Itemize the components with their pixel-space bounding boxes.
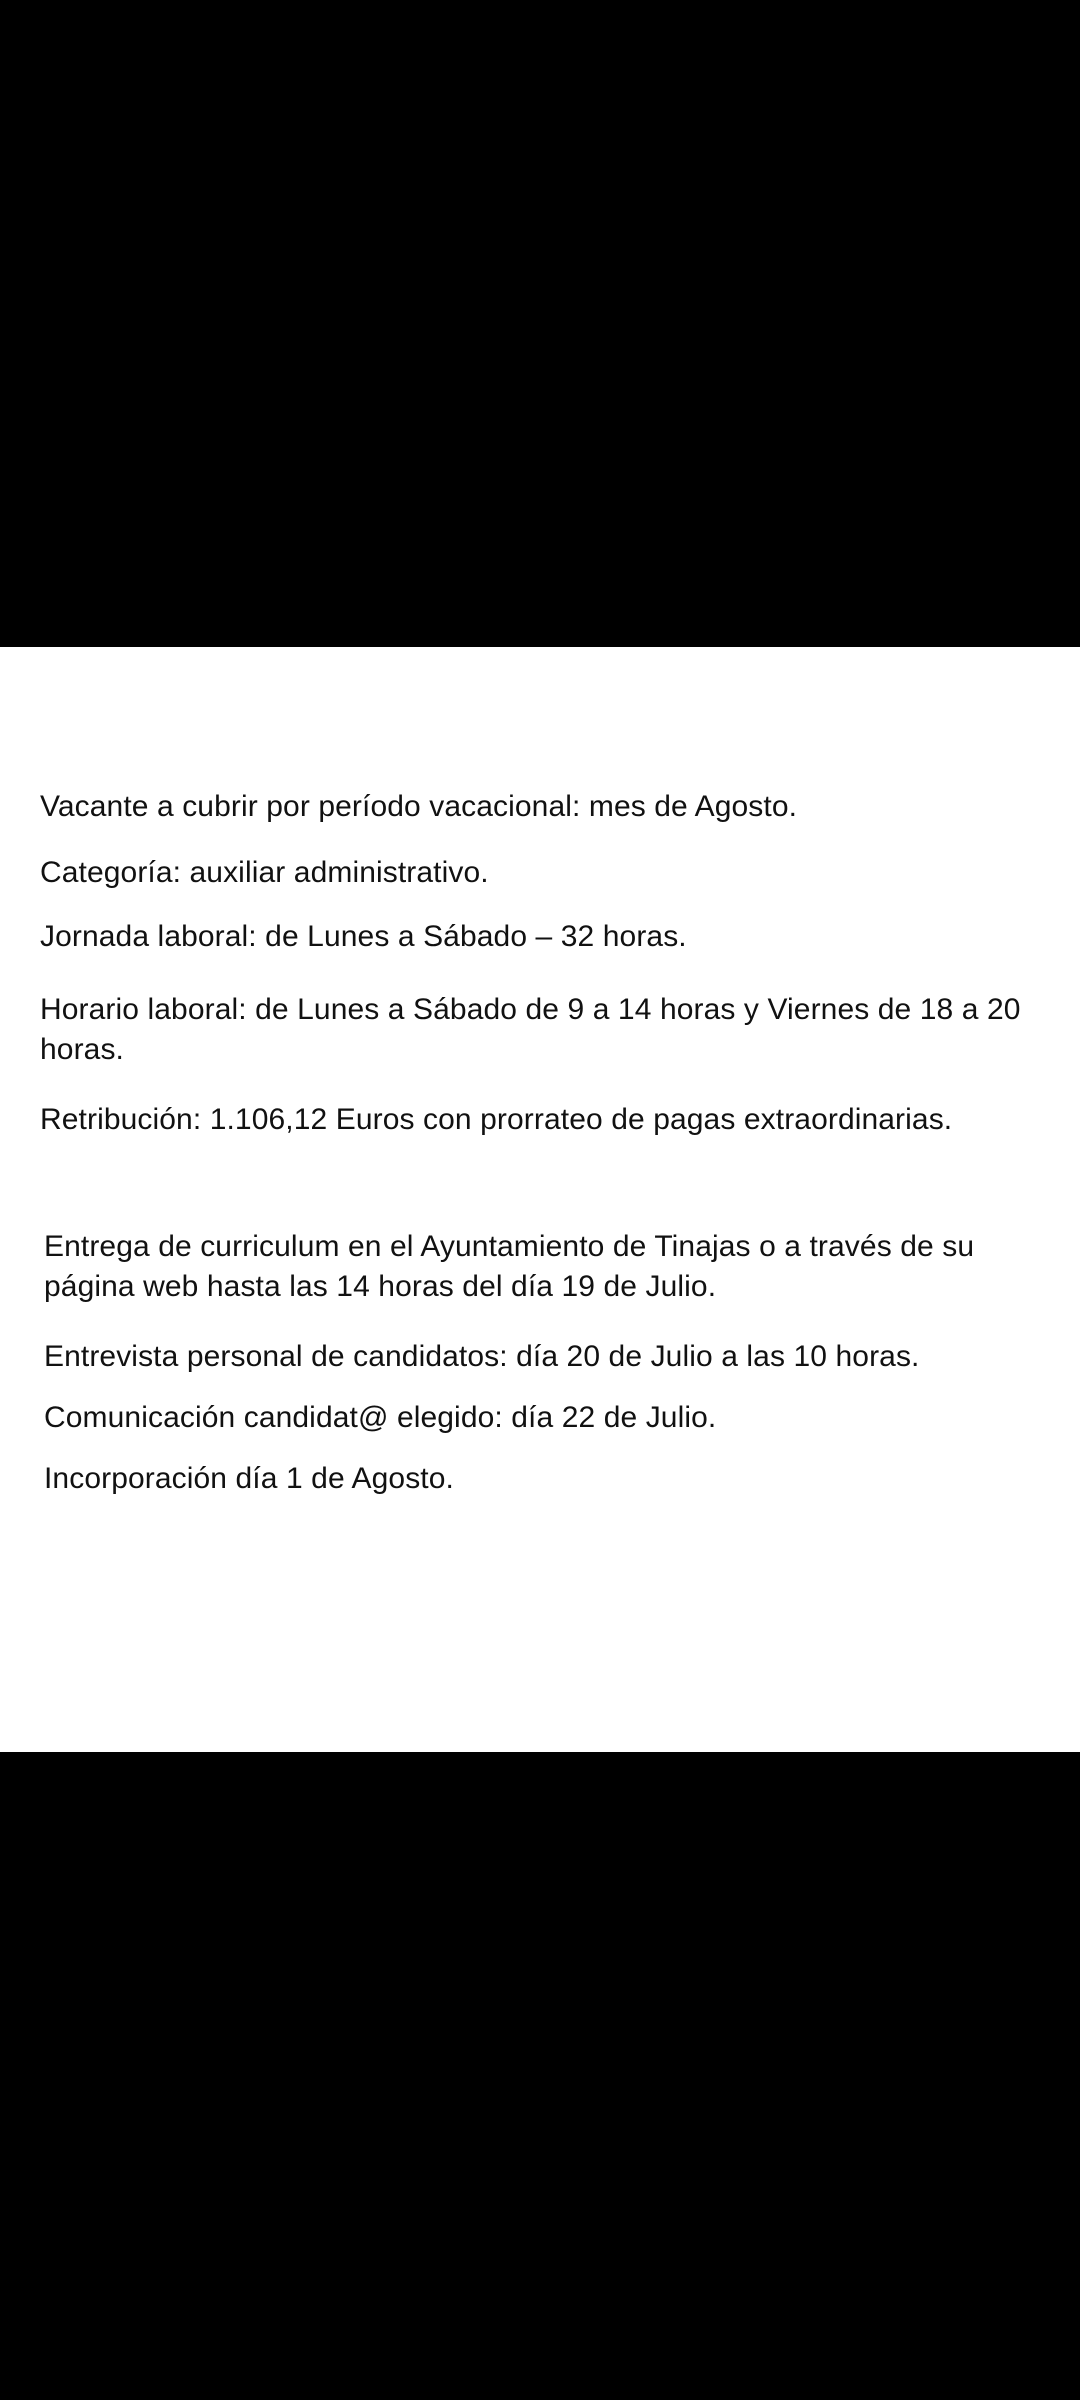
doc-line-vacancy: Vacante a cubrir por período vacacional: mes de Agosto. [40, 790, 798, 823]
doc-line-communication: Comunicación candidat@ elegido: día 22 de Julio. [44, 1401, 717, 1434]
doc-line-start-date: Incorporación día 1 de Agosto. [44, 1462, 454, 1495]
doc-line-working-days: Jornada laboral: de Lunes a Sábado – 32 horas. [40, 920, 687, 953]
doc-line-schedule: Horario laboral: de Lunes a Sábado de 9 a 14 horas y Viernes de 18 a 20 horas. [40, 993, 1021, 1066]
bottom-letterbox [0, 1752, 1080, 2400]
doc-line-interview: Entrevista personal de candidatos: día 20 de Julio a las 10 horas. [44, 1340, 920, 1373]
top-letterbox [0, 0, 1080, 647]
document-photo [0, 647, 1080, 1752]
doc-line-category: Categoría: auxiliar administrativo. [40, 856, 489, 889]
doc-line-cv-submission: Entrega de curriculum en el Ayuntamiento de Tinajas o a través de su página web hasta las 14 horas del día 19 de Julio. [44, 1230, 975, 1303]
doc-line-salary: Retribución: 1.106,12 Euros con prorrateo de pagas extraordinarias. [40, 1103, 953, 1136]
